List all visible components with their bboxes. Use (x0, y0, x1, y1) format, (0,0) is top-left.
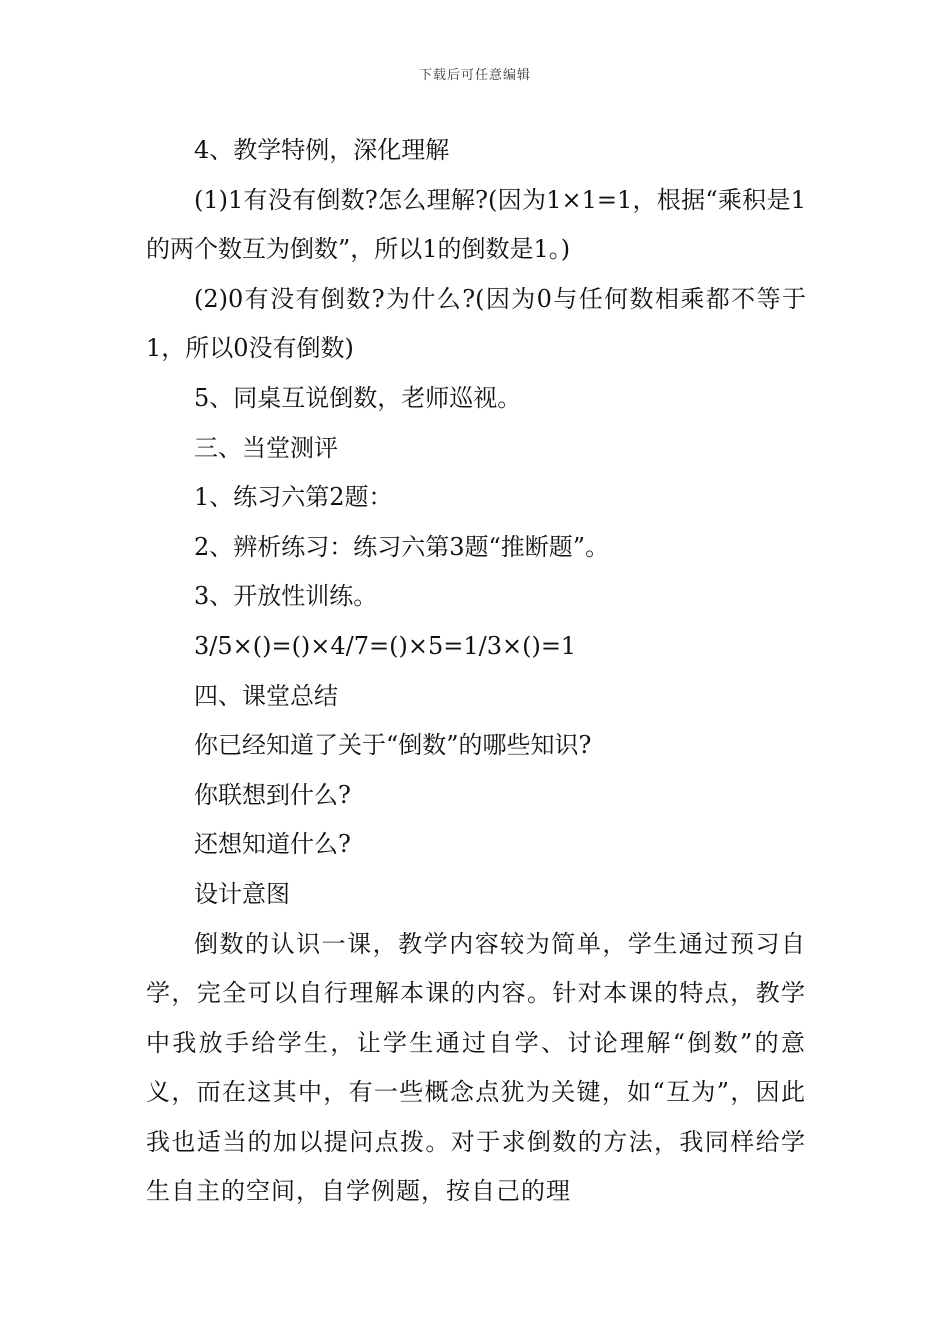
paragraph-equation: 3/5×()=()×4/7=()×5=1/3×()=1 (194, 631, 577, 660)
paragraph-design-intent-body: 倒数的认识一课，教学内容较为简单，学生通过预习自学，完全可以自行理解本课的内容。针对本课的特点，教学中我放手给学生，让学生通过自学、讨论理解“倒数”的意义，而在这其中，有一些概念点犹为关键，如“互为”，因此我也适当的加以提问点拨。对于求倒数的方法，我同样给学生自主的空间，自学例题，按自己的理 (146, 929, 806, 1206)
paragraph-question-one: (1)1有没有倒数?怎么理解?(因为1×1=1，根据“乘积是1的两个数互为倒数”，所以1的倒数是1。) (146, 185, 806, 264)
paragraph-question-zero: (2)0有没有倒数?为什么?(因为0与任何数相乘都不等于1，所以0没有倒数) (146, 284, 806, 363)
paragraph-summary-question-1: 你已经知道了关于“倒数”的哪些知识? (194, 731, 592, 760)
paragraph-exercise-2: 1、练习六第2题： (194, 483, 393, 512)
paragraph-teaching-special-cases: 4、教学特例，深化理解 (194, 136, 450, 164)
paragraph-peer-practice: 5、同桌互说倒数，老师巡视。 (194, 383, 522, 412)
section-heading-design-intent: 设计意图 (194, 879, 290, 908)
paragraph-summary-question-3: 还想知道什么? (194, 830, 351, 859)
header-note: 下载后可任意编辑 (418, 68, 531, 83)
paragraph-summary-question-2: 你联想到什么? (194, 780, 351, 809)
section-heading-assessment: 三、当堂测评 (194, 433, 338, 462)
paragraph-open-training: 3、开放性训练。 (194, 582, 378, 611)
paragraph-exercise-3: 2、辨析练习：练习六第3题“推断题”。 (194, 532, 610, 561)
section-heading-summary: 四、课堂总结 (194, 681, 338, 710)
document-body (146, 126, 806, 1217)
